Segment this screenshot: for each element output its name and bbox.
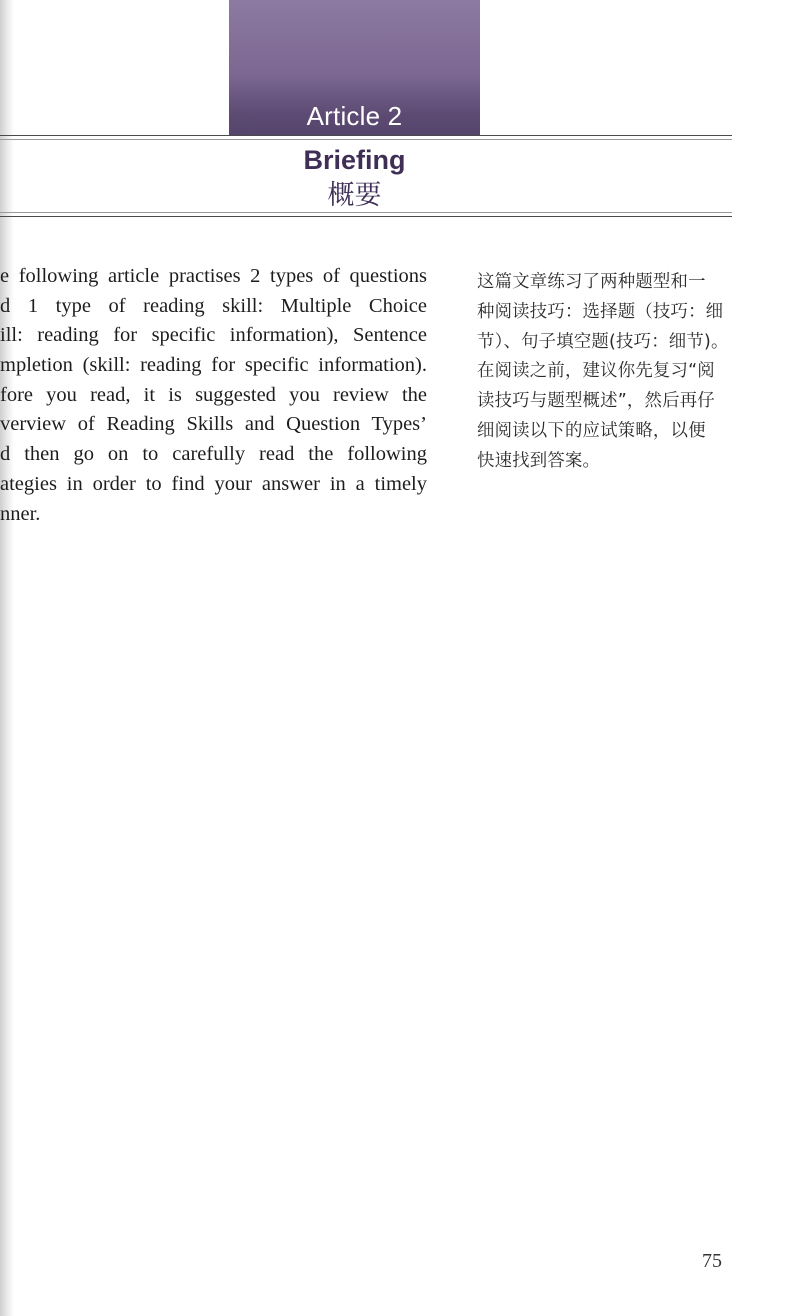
english-line: d then go on to carefully read the following bbox=[0, 443, 427, 466]
english-line: ill: reading for specific information), Sentence bbox=[0, 324, 427, 347]
chinese-line: 种阅读技巧：选择题（技巧：细 bbox=[477, 301, 724, 322]
page-binding-edge bbox=[0, 0, 14, 1316]
english-line: fore you read, it is suggested you review the bbox=[0, 383, 427, 406]
chinese-paragraph bbox=[477, 268, 733, 477]
article-tab bbox=[229, 0, 480, 136]
chinese-line: 读技巧与题型概述”，然后再仔 bbox=[477, 391, 715, 412]
english-line: verview of Reading Skills and Question Types’ bbox=[0, 413, 427, 436]
chinese-line: 这篇文章练习了两种题型和一 bbox=[477, 272, 706, 292]
chinese-line: 在阅读之前，建议你先复习“阅 bbox=[477, 361, 715, 382]
section-title: Briefing bbox=[303, 145, 406, 175]
header-rule-top-inner bbox=[0, 139, 732, 140]
page-number: 75 bbox=[702, 1250, 722, 1272]
english-line: e following article practises 2 types of questions bbox=[0, 265, 427, 287]
section-title-chinese: 概要 bbox=[327, 180, 382, 211]
header-rule-bottom-inner bbox=[0, 212, 732, 213]
chinese-line: 节）、句子填空题(技巧：细节)。 bbox=[477, 331, 729, 352]
chinese-line: 快速找到答案。 bbox=[477, 450, 601, 471]
chinese-line: 细阅读以下的应试策略，以便 bbox=[477, 420, 706, 441]
english-line: nner. bbox=[0, 502, 41, 525]
article-title: Article 2 bbox=[306, 101, 403, 131]
english-paragraph bbox=[0, 262, 427, 529]
header-rule-top bbox=[0, 135, 732, 136]
english-line: ategies in order to find your answer in a timely bbox=[0, 472, 427, 495]
english-line: mpletion (skill: reading for specific information). bbox=[0, 354, 427, 377]
english-line: d 1 type of reading skill: Multiple Choice bbox=[0, 294, 427, 317]
header-rule-bottom bbox=[0, 216, 732, 217]
